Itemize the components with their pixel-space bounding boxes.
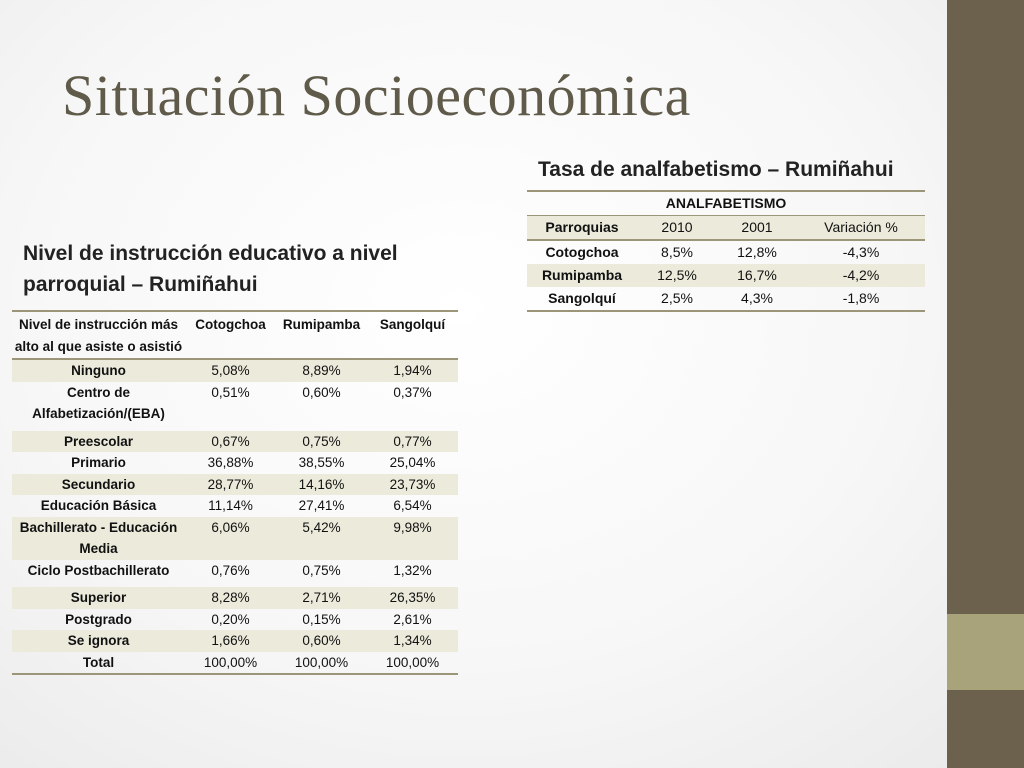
row-label: Secundario bbox=[61, 476, 136, 492]
row-label: Educación Básica bbox=[40, 498, 157, 513]
table-cell: 0,75% bbox=[302, 562, 341, 578]
table-cell: 1,66% bbox=[211, 633, 250, 648]
table-cell: 2,5% bbox=[661, 290, 693, 306]
group-header: ANALFABETISMO bbox=[665, 195, 787, 211]
table-cell: 100,00% bbox=[385, 654, 440, 670]
table-cell: 0,15% bbox=[302, 611, 341, 627]
table-row bbox=[527, 240, 925, 264]
table-cell: 12,8% bbox=[737, 244, 777, 260]
table-cell: 1,34% bbox=[393, 633, 432, 648]
total-row bbox=[12, 652, 458, 675]
table-cell: -4,2% bbox=[842, 267, 880, 283]
column-header-parish: Parroquias bbox=[545, 219, 619, 235]
table-cell: 1,32% bbox=[393, 562, 432, 578]
table-cell: 0,75% bbox=[302, 433, 341, 449]
table-cell: 26,35% bbox=[389, 590, 436, 605]
illiteracy-table-title: Tasa de analfabetismo – Rumiñahui bbox=[538, 158, 894, 181]
table-cell: 100,00% bbox=[294, 654, 349, 670]
table-row bbox=[12, 495, 458, 517]
row-label: Sangolquí bbox=[548, 290, 616, 306]
table-cell: 0,76% bbox=[211, 562, 250, 578]
row-label: Centro de Alfabetización/(EBA) bbox=[32, 384, 165, 421]
table-cell: 25,04% bbox=[389, 455, 436, 470]
row-label: Rumipamba bbox=[541, 267, 623, 283]
column-header-level: Nivel de instrucción más alto al que asiste o asistió bbox=[14, 317, 183, 354]
row-label: Superior bbox=[70, 590, 127, 605]
table-cell: 6,06% bbox=[211, 519, 250, 535]
table-cell: 38,55% bbox=[298, 455, 345, 470]
table-cell: 14,16% bbox=[298, 476, 345, 492]
table-row bbox=[12, 474, 458, 496]
table-cell: 100,00% bbox=[203, 654, 258, 670]
row-label: Cotogchoa bbox=[545, 244, 619, 260]
row-label: Total bbox=[82, 654, 115, 670]
table-row bbox=[12, 517, 458, 560]
illiteracy-group-header-row bbox=[527, 191, 925, 216]
slide-title: Situación Socioeconómica bbox=[62, 63, 691, 128]
table-cell: 2,61% bbox=[393, 611, 432, 627]
table-cell: 2,71% bbox=[302, 590, 341, 605]
table-cell: 16,7% bbox=[737, 267, 777, 283]
table-row bbox=[12, 431, 458, 453]
row-label: Ciclo Postbachillerato bbox=[27, 562, 170, 578]
table-cell: 9,98% bbox=[393, 519, 432, 535]
table-row bbox=[527, 264, 925, 287]
table-cell: -1,8% bbox=[842, 290, 880, 306]
table-cell: 1,94% bbox=[393, 363, 432, 378]
table-cell: 0,77% bbox=[393, 433, 432, 449]
table-cell: 4,3% bbox=[741, 290, 773, 306]
table-cell: 5,08% bbox=[211, 363, 250, 378]
column-header-cotogchoa: Cotogchoa bbox=[195, 317, 266, 332]
table-cell: 0,20% bbox=[211, 611, 250, 627]
row-label: Se ignora bbox=[67, 633, 130, 648]
sidebar-accent-block bbox=[947, 614, 1024, 690]
table-row bbox=[12, 630, 458, 652]
table-cell: 28,77% bbox=[207, 476, 254, 492]
table-cell: -4,3% bbox=[842, 244, 880, 260]
row-label: Preescolar bbox=[63, 433, 134, 449]
row-label: Bachillerato - Educación Media bbox=[19, 519, 178, 556]
education-table bbox=[12, 310, 458, 675]
table-row bbox=[12, 587, 458, 609]
table-row bbox=[12, 609, 458, 631]
table-cell: 0,67% bbox=[211, 433, 250, 449]
table-cell: 0,60% bbox=[302, 384, 341, 400]
table-cell: 8,5% bbox=[661, 244, 693, 260]
table-cell: 0,37% bbox=[393, 384, 432, 400]
table-row bbox=[12, 560, 458, 588]
row-label: Postgrado bbox=[65, 611, 132, 627]
table-cell: 36,88% bbox=[207, 455, 254, 470]
column-header-variation: Variación % bbox=[824, 219, 898, 235]
table-row bbox=[12, 452, 458, 474]
table-cell: 8,89% bbox=[302, 363, 341, 378]
column-header-rumipamba: Rumipamba bbox=[282, 317, 361, 332]
illiteracy-header-row bbox=[527, 216, 925, 241]
table-row bbox=[12, 359, 458, 382]
column-header-2001: 2001 bbox=[741, 219, 773, 235]
table-row bbox=[12, 382, 458, 431]
row-label: Ninguno bbox=[71, 363, 126, 378]
table-cell: 6,54% bbox=[393, 498, 432, 513]
table-cell: 27,41% bbox=[298, 498, 345, 513]
table-cell: 11,14% bbox=[208, 498, 253, 513]
illiteracy-table bbox=[527, 190, 925, 312]
education-table-title: Nivel de instrucción educativo a nivel parroquial – Rumiñahui bbox=[23, 242, 398, 296]
table-cell: 0,60% bbox=[302, 633, 341, 648]
table-cell: 12,5% bbox=[657, 267, 697, 283]
table-cell: 5,42% bbox=[302, 519, 341, 535]
table-cell: 23,73% bbox=[389, 476, 436, 492]
column-header-2010: 2010 bbox=[661, 219, 693, 235]
table-cell: 8,28% bbox=[211, 590, 250, 605]
table-cell: 0,51% bbox=[211, 384, 250, 400]
row-label: Primario bbox=[71, 455, 126, 470]
table-row bbox=[527, 287, 925, 311]
education-header-row bbox=[12, 311, 458, 359]
column-header-sangolqui: Sangolquí bbox=[379, 317, 446, 332]
